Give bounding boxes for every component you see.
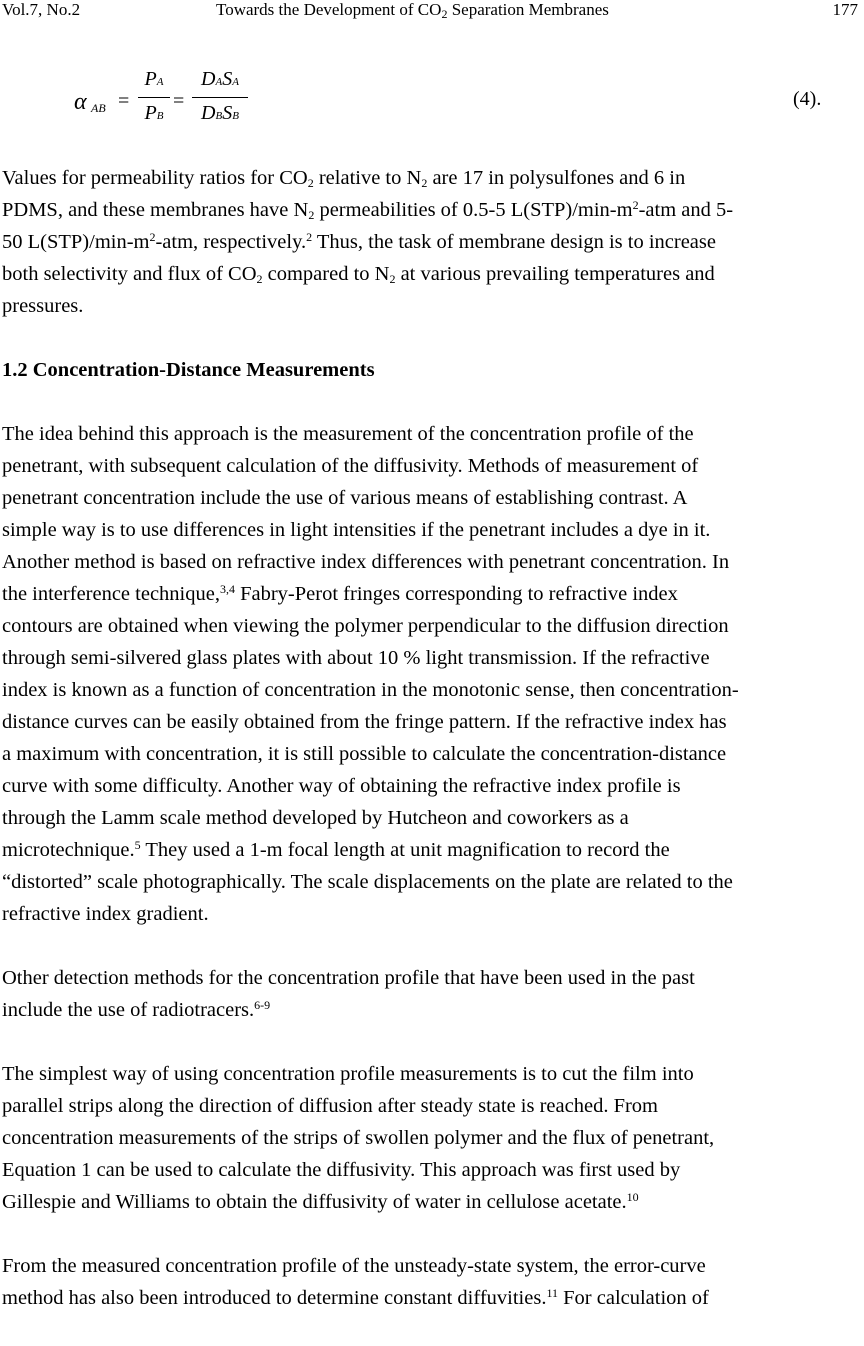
text-line: through the Lamm scale method developed by Hutcheon and coworkers as a: [2, 807, 629, 829]
s-subscript: B: [232, 110, 239, 122]
text-line: include the use of radiotracers.$^{6-9}$: [2, 998, 271, 1021]
d-symbol: D: [201, 68, 216, 90]
running-title-text-end: Separation Membranes: [447, 0, 609, 19]
text-line: PDMS, and these membranes have $N_2$ permeabilities of 0.5-5 $L(STP)/\min-m^2$-atm and 5-: [2, 198, 734, 222]
citation-superscript: 11: [546, 1286, 559, 1300]
equation-4: [0, 64, 864, 144]
text-line: Another method is based on refractive index differences with penetrant concentration. In: [2, 551, 730, 573]
citation-superscript: 10: [626, 1190, 639, 1204]
fraction-numerator: [192, 66, 248, 95]
p-subscript: B: [156, 110, 164, 122]
text-line: penetrant, with subsequent calculation of the diffusivity. Methods of measurement of: [2, 455, 699, 477]
text-line: Values for permeability ratios for $CO_2$ relative to $N_2$ are 17 in polysulfones and 6 in: [2, 167, 686, 190]
paragraph-concentration-profile: [2, 418, 864, 930]
fraction-numerator: [138, 66, 170, 95]
text-line: penetrant concentration include the use of various means of establishing contrast. A: [2, 487, 688, 509]
paragraph-detection-methods: [2, 962, 864, 1026]
text-line: Equation 1 can be used to calculate the diffusivity. This approach was first used by: [2, 1159, 681, 1181]
d-symbol: D: [201, 102, 216, 124]
text-line: index is known as a function of concentration in the monotonic sense, then concentration-: [2, 679, 739, 701]
text-line: refractive index gradient.: [2, 903, 209, 925]
fraction-denominator: [192, 100, 248, 129]
fraction-denominator: [138, 100, 170, 129]
equation-number: (4).: [793, 88, 822, 110]
fraction-bar: [138, 97, 170, 98]
text-line: contours are obtained when viewing the polymer perpendicular to the diffusion direction: [2, 615, 729, 637]
text-line: Gillespie and Williams to obtain the diffusivity of water in cellulose acetate.$^{10}$: [2, 1190, 639, 1213]
d-subscript: B: [215, 110, 223, 122]
citation-superscript: 5: [134, 838, 141, 852]
fraction-bar: [192, 97, 248, 98]
equals-sign: =: [118, 90, 130, 112]
p-symbol: P: [144, 68, 157, 90]
d-subscript: A: [215, 76, 223, 88]
text-line: From the measured concentration profile of the unsteady-state system, the error-curve: [2, 1255, 706, 1277]
text-line: curve with some difficulty. Another way of obtaining the refractive index profile is: [2, 775, 681, 797]
text-line: pressures.: [2, 295, 84, 317]
text-line: distance curves can be easily obtained from the fringe pattern. If the refractive index has: [2, 711, 727, 733]
journal-volume: Vol.7, No.2: [2, 0, 81, 19]
text-line: method has also been introduced to determine constant diffuvities.$^{11}$ For calculation of: [2, 1286, 709, 1309]
text-line: through semi-silvered glass plates with about 10 % light transmission. If the refractive: [2, 647, 710, 669]
equals-sign: =: [173, 90, 185, 112]
text-line: the interference technique,$^{3,4}$ Fabry-Perot fringes corresponding to refractive index: [2, 582, 678, 605]
page-number: 177: [832, 0, 858, 19]
text-line: microtechnique.$^5$ They used a 1-m focal length at unit magnification to record the: [2, 838, 670, 861]
section-heading: 1.2 Concentration-Distance Measurements: [2, 359, 375, 381]
text-line: 50 $L(STP)/\min-m^2$-atm, respectively.$^2$ Thus, the task of membrane design is to increase: [2, 230, 716, 253]
permeability-fraction: [138, 66, 170, 129]
alpha-subscript: AB: [91, 101, 106, 115]
citation-superscript: 2: [306, 230, 313, 244]
text-line: simple way is to use differences in light intensities if the penetrant includes a dye in it.: [2, 519, 711, 541]
text-line: Other detection methods for the concentration profile that have been used in the past: [2, 967, 695, 989]
running-header: [0, 0, 864, 24]
text-line: The idea behind this approach is the measurement of the concentration profile of the: [2, 423, 694, 445]
citation-superscript: 3,4: [219, 582, 235, 596]
p-subscript: A: [156, 76, 164, 88]
alpha-symbol: α: [74, 89, 87, 115]
text-line: “distorted” scale photographically. The scale displacements on the plate are related to the: [2, 871, 733, 893]
p-symbol: P: [144, 102, 157, 124]
text-line: parallel strips along the direction of diffusion after steady state is reached. From: [2, 1095, 658, 1117]
paragraph-error-curve: [2, 1250, 864, 1314]
paragraph-strip-method: [2, 1058, 864, 1218]
running-title-subscript: 2: [441, 7, 448, 21]
text-line: concentration measurements of the strips of swollen polymer and the flux of penetrant,: [2, 1127, 715, 1149]
s-symbol: S: [222, 68, 233, 90]
text-line: both selectivity and flux of $CO_2$ compared to $N_2$ at various prevailing temperatures and: [2, 263, 715, 286]
running-title: [216, 0, 609, 20]
text-line: The simplest way of using concentration profile measurements is to cut the film into: [2, 1063, 694, 1085]
diffusivity-solubility-fraction: [192, 66, 248, 129]
body-text: [2, 162, 864, 1346]
text-line: a maximum with concentration, it is still possible to calculate the concentration-distance: [2, 743, 727, 765]
s-subscript: A: [232, 76, 239, 88]
s-symbol: S: [222, 102, 233, 124]
running-title-text: Towards the Development of CO: [216, 0, 442, 19]
paragraph-permeability: [2, 162, 864, 322]
citation-superscript: 6-9: [254, 998, 271, 1012]
